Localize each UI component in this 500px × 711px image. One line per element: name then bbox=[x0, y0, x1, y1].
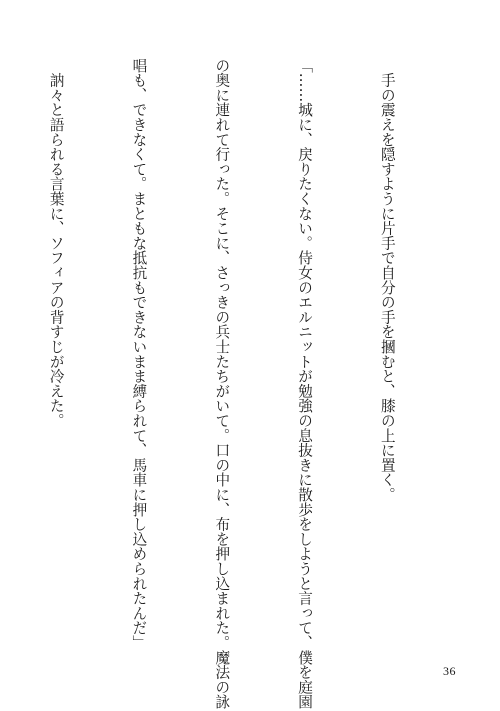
text-line: の奥に連れて行った。そこに、さっきの兵士たちがいて。口の中に、布を押し込まれた。魔法の詠 bbox=[213, 58, 231, 710]
page-number: 36 bbox=[443, 664, 456, 678]
text-line: 唱も、できなくて。まともな抵抗もできないまま縛られて、馬車に押し込められたんだ」 bbox=[130, 58, 148, 650]
text-line: 訥々と語られる言葉に、ソフィアの背すじが冷えた。 bbox=[47, 58, 65, 428]
vertical-text-body bbox=[0, 58, 456, 710]
text-line: 「……城に、戻りたくない。侍女のエルニットが勉強の息抜きに散歩をしようと言って、僕を庭園 bbox=[296, 58, 314, 710]
text-line: 手の震えを隠すように片手で自分の手を摑むと、膝の上に置く。 bbox=[378, 58, 396, 502]
